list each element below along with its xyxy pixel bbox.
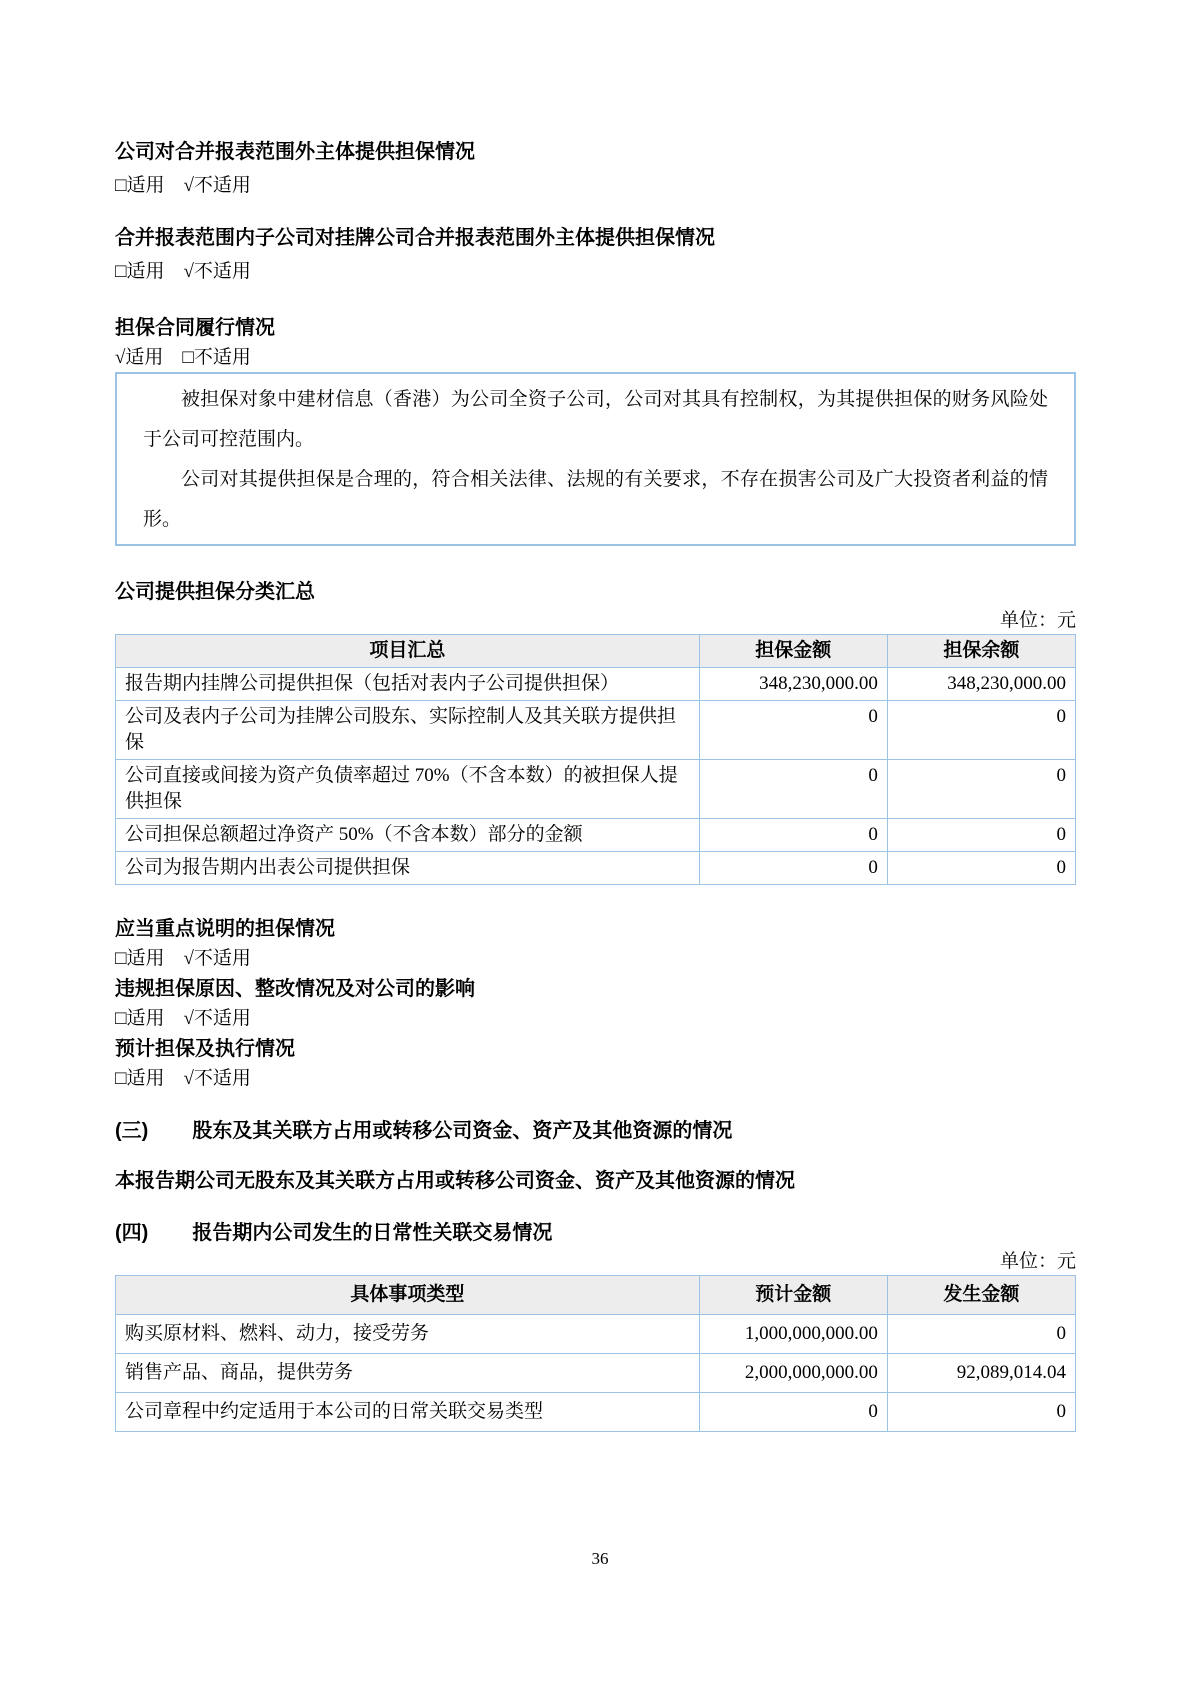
balance-cell: 0: [887, 760, 1075, 819]
heading-title: 报告期内公司发生的日常性关联交易情况: [192, 1222, 553, 1244]
applicability-options: □适用 √不适用: [115, 1068, 251, 1089]
table-row: [116, 668, 1076, 701]
column-header: 项目汇总: [116, 635, 700, 668]
statement-paragraph: 公司对其提供担保是合理的，符合相关法律、法规的有关要求，不存在损害公司及广大投资者利益的情形。: [143, 469, 1048, 530]
estimated-amount-cell: 0: [699, 1393, 887, 1432]
balance-cell: 348,230,000.00: [887, 668, 1075, 701]
actual-amount-cell: 92,089,014.04: [887, 1354, 1075, 1393]
balance-cell: 0: [887, 819, 1075, 852]
column-header: 预计金额: [699, 1276, 887, 1315]
table-header-row: [116, 1276, 1076, 1315]
section-title-external-guarantee: 公司对合并报表范围外主体提供担保情况: [115, 141, 475, 163]
section-title-guarantee-summary: 公司提供担保分类汇总: [115, 581, 315, 603]
estimated-amount-cell: 2,000,000,000.00: [699, 1354, 887, 1393]
actual-amount-cell: 0: [887, 1315, 1075, 1354]
section-title-estimated-guarantee: 预计担保及执行情况: [115, 1038, 295, 1060]
no-occupation-statement: 本报告期公司无股东及其关联方占用或转移公司资金、资产及其他资源的情况: [115, 1170, 795, 1192]
section-title-subsidiary-guarantee: 合并报表范围内子公司对挂牌公司合并报表范围外主体提供担保情况: [115, 227, 715, 249]
related-transactions-table: [115, 1275, 1076, 1432]
guarantee-statement-box: [115, 372, 1076, 546]
item-cell: 购买原材料、燃料、动力，接受劳务: [116, 1315, 700, 1354]
table-row: [116, 1393, 1076, 1432]
column-header: 担保余额: [887, 635, 1075, 668]
amount-cell: 0: [699, 701, 887, 760]
statement-paragraph: 被担保对象中建材信息（香港）为公司全资子公司，公司对其具有控制权，为其提供担保的财务风险处于公司可控范围内。: [143, 389, 1048, 450]
heading-title: 股东及其关联方占用或转移公司资金、资产及其他资源的情况: [192, 1120, 733, 1142]
amount-cell: 0: [699, 760, 887, 819]
column-header: 担保金额: [699, 635, 887, 668]
column-header: 发生金额: [887, 1276, 1075, 1315]
numbered-heading-three: [115, 1117, 1076, 1145]
applicability-options: □适用 √不适用: [115, 261, 251, 282]
section-title-contract-performance: 担保合同履行情况: [115, 317, 275, 339]
actual-amount-cell: 0: [887, 1393, 1075, 1432]
item-cell: 报告期内挂牌公司提供担保（包括对表内子公司提供担保）: [116, 668, 700, 701]
page-number: 36: [591, 1549, 609, 1568]
table-row: [116, 760, 1076, 819]
item-cell: 公司及表内子公司为挂牌公司股东、实际控制人及其关联方提供担保: [116, 701, 700, 760]
amount-cell: 0: [699, 852, 887, 885]
applicability-options: √适用 □不适用: [115, 347, 251, 368]
applicability-options: □适用 √不适用: [115, 948, 251, 969]
balance-cell: 0: [887, 852, 1075, 885]
item-cell: 公司直接或间接为资产负债率超过 70%（不含本数）的被担保人提供担保: [116, 760, 700, 819]
heading-number: (四): [115, 1222, 149, 1244]
table-row: [116, 819, 1076, 852]
section-title-violation-guarantee: 违规担保原因、整改情况及对公司的影响: [115, 978, 475, 1000]
amount-cell: 0: [699, 819, 887, 852]
amount-cell: 348,230,000.00: [699, 668, 887, 701]
column-header: 具体事项类型: [116, 1276, 700, 1315]
section-title-key-guarantee: 应当重点说明的担保情况: [115, 918, 335, 940]
item-cell: 公司担保总额超过净资产 50%（不含本数）部分的金额: [116, 819, 700, 852]
heading-number: (三): [115, 1120, 149, 1142]
item-cell: 销售产品、商品，提供劳务: [116, 1354, 700, 1393]
unit-label: 单位：元: [999, 1251, 1076, 1272]
item-cell: 公司为报告期内出表公司提供担保: [116, 852, 700, 885]
table-row: [116, 701, 1076, 760]
item-cell: 公司章程中约定适用于本公司的日常关联交易类型: [116, 1393, 700, 1432]
table-row: [116, 1354, 1076, 1393]
applicability-options: □适用 √不适用: [115, 1008, 251, 1029]
guarantee-summary-table: [115, 634, 1076, 885]
table-row: [116, 852, 1076, 885]
table-row: [116, 1315, 1076, 1354]
table-header-row: [116, 635, 1076, 668]
unit-label: 单位：元: [999, 610, 1076, 631]
balance-cell: 0: [887, 701, 1075, 760]
applicability-options: □适用 √不适用: [115, 175, 251, 196]
estimated-amount-cell: 1,000,000,000.00: [699, 1315, 887, 1354]
numbered-heading-four: [115, 1219, 1076, 1247]
